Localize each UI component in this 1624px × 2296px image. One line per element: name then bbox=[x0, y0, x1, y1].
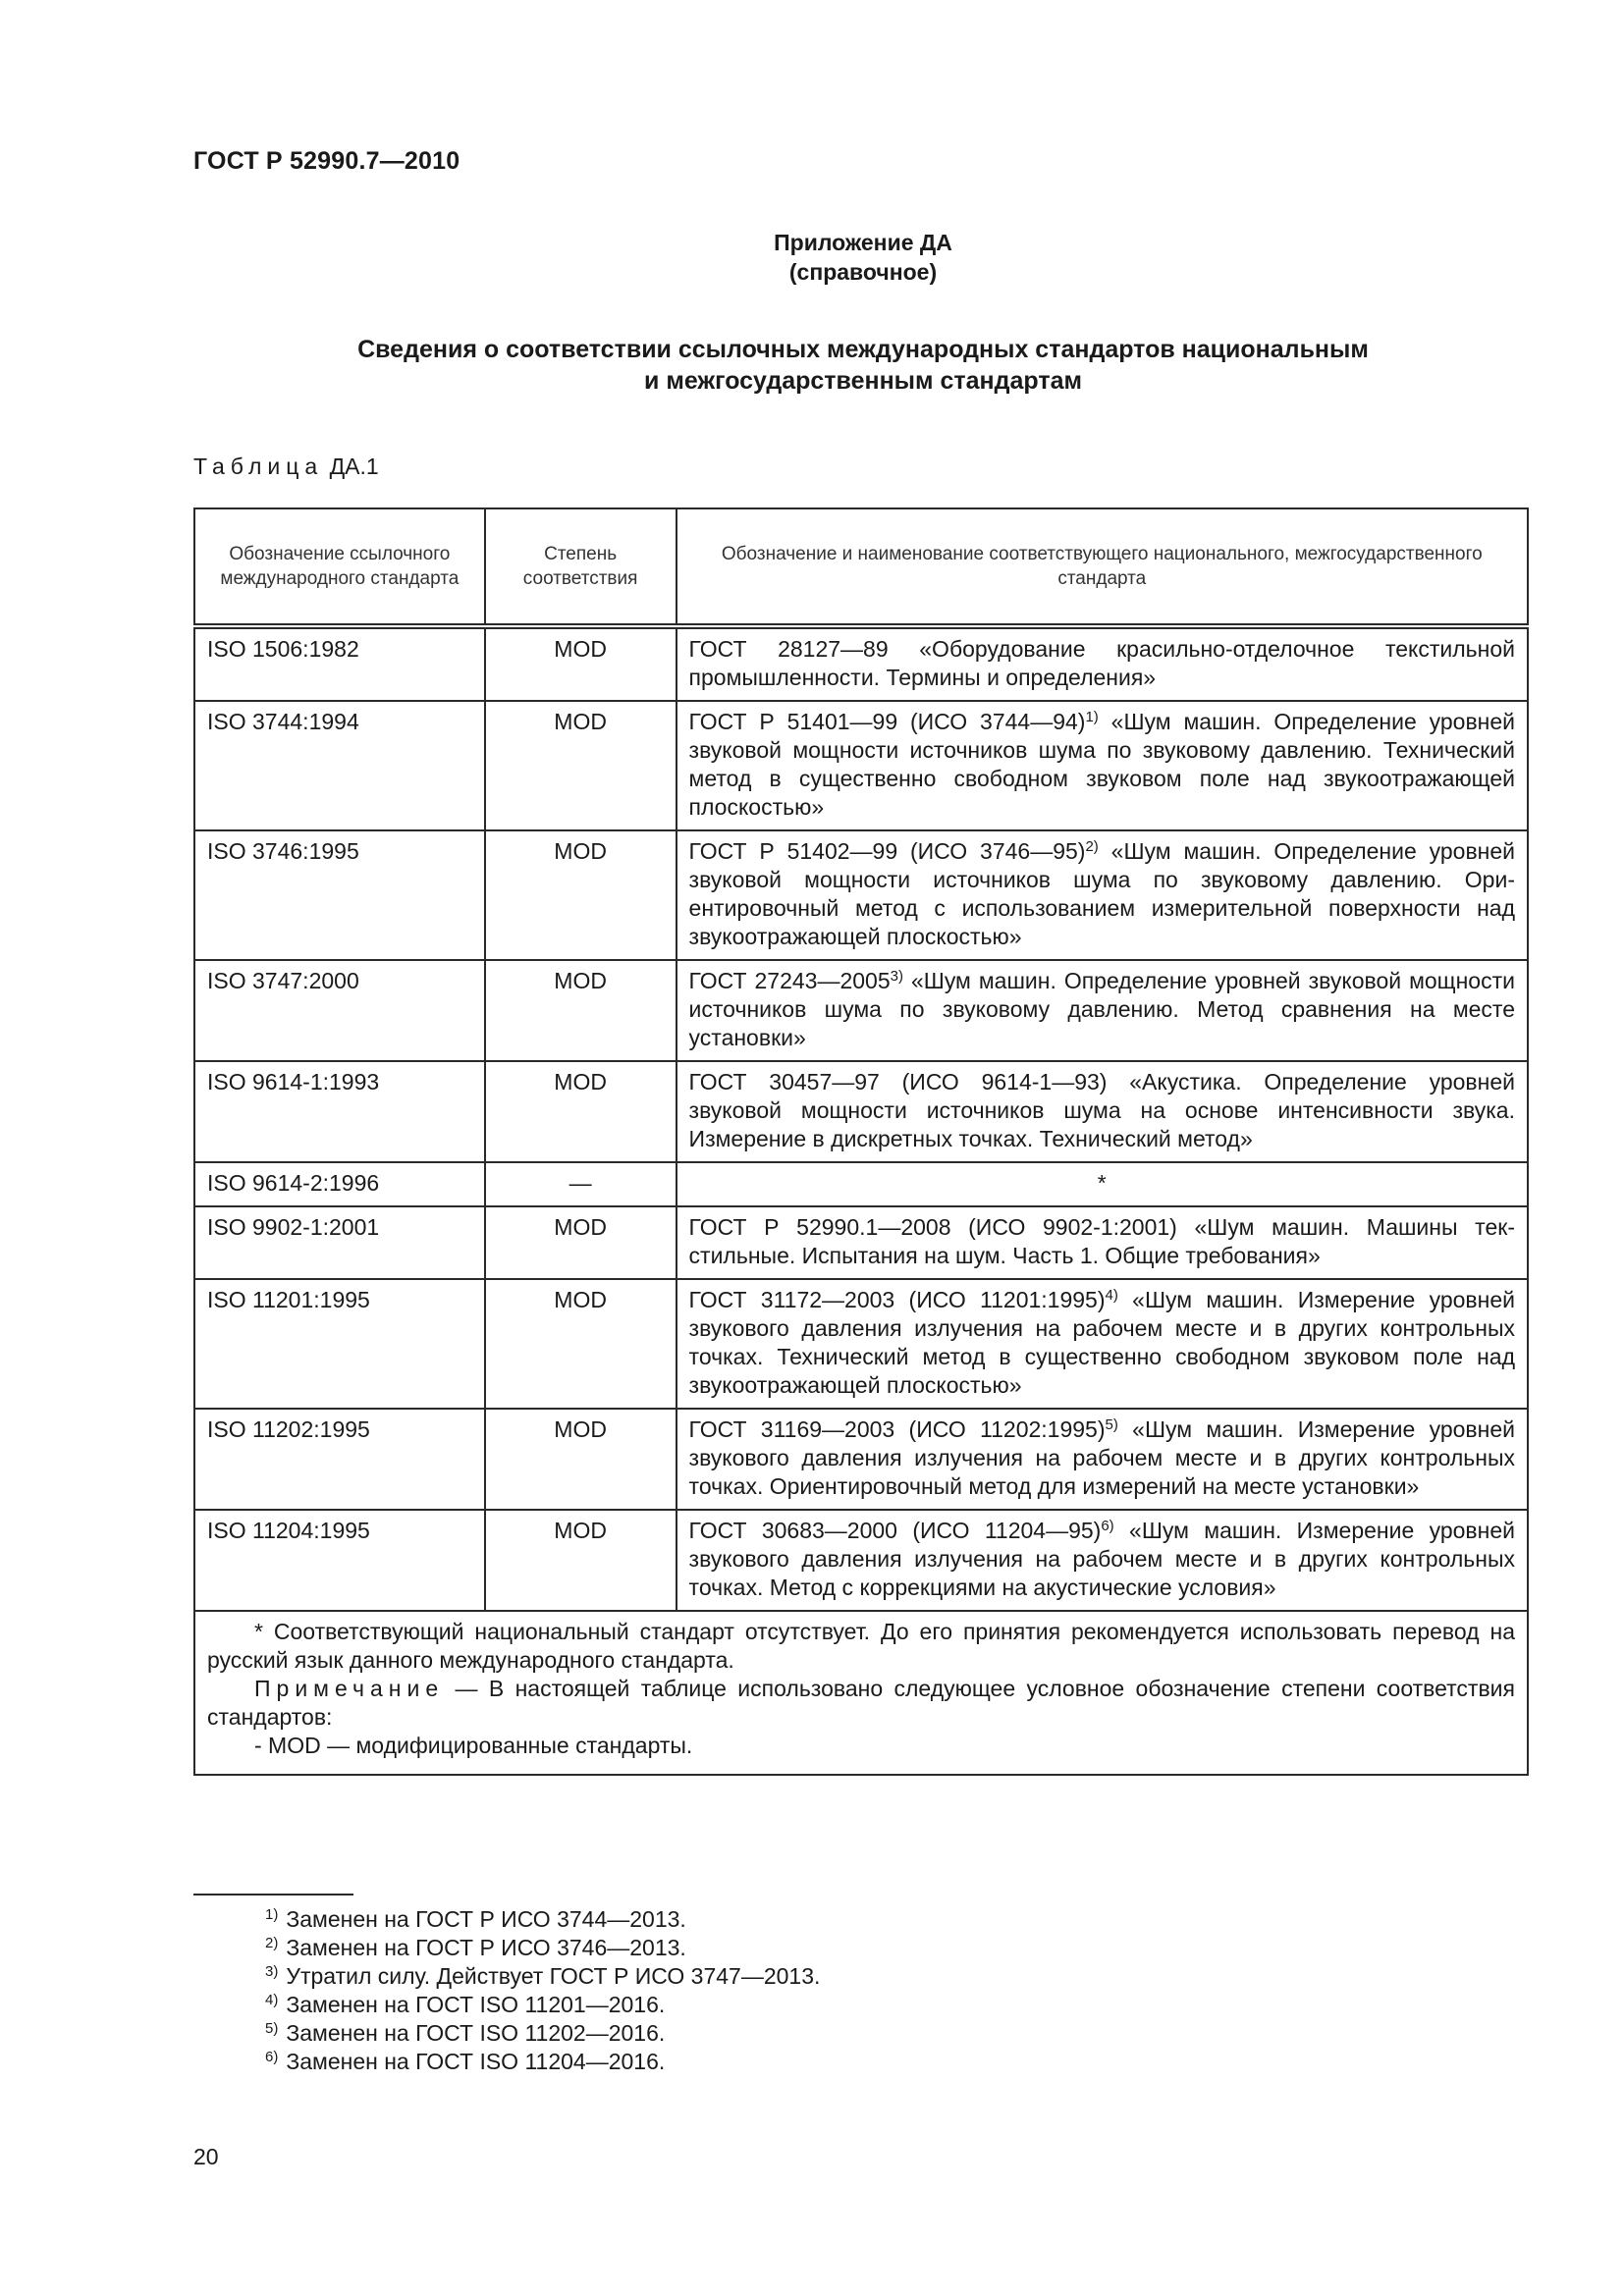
note-paragraph bbox=[207, 1675, 1515, 1732]
note-text: — В настоящей таблице использовано следующее условное обозначение степени соответствия стандартов: bbox=[207, 1676, 1515, 1730]
national-standard-cell bbox=[677, 1162, 1528, 1206]
degree-of-correspondence: MOD bbox=[485, 1061, 677, 1162]
national-standard-cell bbox=[677, 960, 1528, 1061]
section-title-line-2: и межгосударственным стандартам bbox=[644, 367, 1082, 395]
national-standard-code: ГОСТ 30683—2000 (ИСО 11204—95) bbox=[688, 1518, 1102, 1543]
international-standard-code: ISO 11202:1995 bbox=[194, 1409, 485, 1510]
degree-of-correspondence: MOD bbox=[485, 626, 677, 701]
international-standard-code: ISO 1506:1982 bbox=[194, 626, 485, 701]
table-row bbox=[194, 830, 1528, 960]
international-standard-code: ISO 9614-1:1993 bbox=[194, 1061, 485, 1162]
header-degree: Степень соответствия bbox=[485, 508, 677, 626]
footnote-reference: 2) bbox=[1085, 838, 1099, 855]
mod-definition: - MOD — модифицированные стандарты. bbox=[254, 1733, 693, 1758]
international-standard-code: ISO 11201:1995 bbox=[194, 1279, 485, 1409]
national-standard-code: ГОСТ 31172—2003 (ИСО 11201:1995) bbox=[688, 1287, 1106, 1312]
header-national-standard: Обозначение и наименование соответствующего национального, межгосударственного стандарта bbox=[677, 508, 1528, 626]
table-row bbox=[194, 701, 1528, 830]
national-standard-title: «Шум машин. Определение уровней звуковой мощности источников шума по звуковому давлению. Ориентировочный метод с использованием измерительной поверхности над звукоотражающей плоскостью» bbox=[688, 838, 1515, 949]
footnote-item bbox=[265, 1962, 820, 1991]
footnote-reference: 3) bbox=[890, 968, 903, 985]
national-standard-title: «Шум машин. Измерение уровней звукового давления излучения на рабочем месте и в других контрольных точках. Технический метод в существенно свободном звуковом поле над звукоотражающей плоскостью» bbox=[688, 1287, 1515, 1398]
international-standard-code: ISO 3746:1995 bbox=[194, 830, 485, 960]
page-number: 20 bbox=[193, 2144, 219, 2169]
table-row bbox=[194, 1061, 1528, 1162]
degree-of-correspondence: MOD bbox=[485, 1510, 677, 1611]
star-note: * Соответствующий национальный стандарт отсутствует. До его принятия рекомендуется использовать перевод на русский язык данного международного стандарта. bbox=[207, 1619, 1515, 1673]
annex-subtitle: (справочное) bbox=[788, 259, 938, 285]
international-standard-code: ISO 3744:1994 bbox=[194, 701, 485, 830]
footnote-text: Заменен на ГОСТ ISO 11202—2016. bbox=[286, 2020, 666, 2046]
national-standard-cell bbox=[677, 1206, 1528, 1279]
footnote-mark: 4) bbox=[265, 1992, 279, 2008]
national-standard-code: ГОСТ Р 51401—99 (ИСО 3744—94) bbox=[688, 709, 1086, 734]
document-code: ГОСТ Р 52990.7—2010 bbox=[193, 147, 460, 175]
footnote-item bbox=[265, 1991, 820, 2019]
footnote-mark: 2) bbox=[265, 1935, 279, 1951]
degree-of-correspondence: MOD bbox=[485, 1206, 677, 1279]
degree-of-correspondence: — bbox=[485, 1162, 677, 1206]
table-footer-row bbox=[194, 1611, 1528, 1775]
degree-of-correspondence: MOD bbox=[485, 1279, 677, 1409]
table-row bbox=[194, 1162, 1528, 1206]
national-standard-cell bbox=[677, 1409, 1528, 1510]
international-standard-code: ISO 9902-1:2001 bbox=[194, 1206, 485, 1279]
footnote-text: Заменен на ГОСТ ISO 11204—2016. bbox=[286, 2049, 666, 2074]
degree-of-correspondence: MOD bbox=[485, 701, 677, 830]
table-caption bbox=[193, 454, 379, 480]
degree-of-correspondence: MOD bbox=[485, 960, 677, 1061]
annex-heading bbox=[0, 228, 1624, 287]
correspondence-table bbox=[193, 507, 1529, 1776]
national-standard-title: «Шум машин. Измерение уровней звукового давления излучения на рабочем месте и в других контрольных точках. Ориентировочный метод для измерений на месте установки» bbox=[688, 1416, 1515, 1499]
footnote-item bbox=[265, 2019, 820, 2048]
footnote-separator bbox=[193, 1894, 353, 1896]
footnotes bbox=[265, 1905, 820, 2076]
national-standard-title: «Шум машин. Машины текстильные. Испытания на шум. Часть 1. Общие требования» bbox=[688, 1214, 1515, 1268]
national-standard-title: «Шум машин. Определение уровней звуковой мощности источников шума по звуковому давлению. Технический метод в существенно свободном звуковом поле над звукоотражающей плоскостью» bbox=[688, 709, 1515, 820]
international-standard-code: ISO 3747:2000 bbox=[194, 960, 485, 1061]
footnote-mark: 3) bbox=[265, 1963, 279, 1980]
section-title bbox=[0, 334, 1624, 397]
table-row bbox=[194, 960, 1528, 1061]
table-body bbox=[194, 626, 1528, 1611]
degree-of-correspondence: MOD bbox=[485, 830, 677, 960]
footnote-item bbox=[265, 1934, 820, 1962]
footnote-reference: 4) bbox=[1105, 1287, 1118, 1304]
table-row bbox=[194, 1510, 1528, 1611]
national-standard-title: «Оборудование красильно-отделочное текстильной промышленности. Термины и определения» bbox=[688, 636, 1515, 690]
national-standard-title: «Шум машин. Измерение уровней звукового давления излучения на рабочем месте и в других контрольных точках. Метод с коррекциями на акустические условия» bbox=[688, 1518, 1515, 1600]
table-row bbox=[194, 1409, 1528, 1510]
footnote-mark: 5) bbox=[265, 2020, 279, 2037]
table-header-row bbox=[194, 508, 1528, 626]
footnote-reference: 6) bbox=[1101, 1518, 1114, 1534]
footnote-item bbox=[265, 1905, 820, 1934]
international-standard-code: ISO 11204:1995 bbox=[194, 1510, 485, 1611]
national-standard-cell bbox=[677, 1061, 1528, 1162]
national-standard-code: ГОСТ 28127—89 bbox=[688, 636, 889, 662]
footnote-reference: 5) bbox=[1105, 1416, 1118, 1433]
national-standard-code: ГОСТ 27243—2005 bbox=[688, 968, 891, 993]
footnote-mark: 6) bbox=[265, 2049, 279, 2065]
international-standard-code: ISO 9614-2:1996 bbox=[194, 1162, 485, 1206]
footnote-text: Утратил силу. Действует ГОСТ Р ИСО 3747—2013. bbox=[286, 1963, 821, 1989]
annex-title: Приложение ДА bbox=[774, 230, 952, 255]
footnote-text: Заменен на ГОСТ Р ИСО 3746—2013. bbox=[286, 1935, 686, 1960]
national-standard-code: ГОСТ 30457—97 (ИСО 9614-1—93) bbox=[688, 1069, 1108, 1095]
footnote-text: Заменен на ГОСТ Р ИСО 3744—2013. bbox=[286, 1906, 686, 1932]
national-standard-cell bbox=[677, 701, 1528, 830]
footnote-mark: 1) bbox=[265, 1906, 279, 1923]
table-row bbox=[194, 626, 1528, 701]
table-footer-note bbox=[194, 1611, 1528, 1775]
header-international-standard: Обозначение ссылочного международного стандарта bbox=[194, 508, 485, 626]
section-title-line-1: Сведения о соответствии ссылочных международных стандартов национальным bbox=[357, 336, 1369, 363]
national-standard-title: «Шум машин. Определение уровней звуковой мощности источников шума по звуковому давлению. Метод сравнения на месте установки» bbox=[688, 968, 1515, 1050]
note-label: Примечание bbox=[254, 1676, 445, 1701]
table-caption-label: Таблица bbox=[193, 454, 324, 479]
table-row bbox=[194, 1279, 1528, 1409]
national-standard-code: * bbox=[1097, 1170, 1107, 1196]
footnote-reference: 1) bbox=[1085, 709, 1099, 725]
footnote-text: Заменен на ГОСТ ISO 11201—2016. bbox=[286, 1992, 666, 2017]
national-standard-title: «Акустика. Определение уровней звуковой мощности источников шума на основе интенсивности звука. Измерение в дискретных точках. Технический метод» bbox=[688, 1069, 1515, 1151]
degree-of-correspondence: MOD bbox=[485, 1409, 677, 1510]
footnote-item bbox=[265, 2048, 820, 2076]
national-standard-code: ГОСТ Р 51402—99 (ИСО 3746—95) bbox=[688, 838, 1086, 864]
national-standard-cell bbox=[677, 1510, 1528, 1611]
national-standard-cell bbox=[677, 626, 1528, 701]
national-standard-cell bbox=[677, 1279, 1528, 1409]
national-standard-code: ГОСТ 31169—2003 (ИСО 11202:1995) bbox=[688, 1416, 1106, 1442]
national-standard-code: ГОСТ Р 52990.1—2008 (ИСО 9902-1:2001) bbox=[688, 1214, 1177, 1240]
table-row bbox=[194, 1206, 1528, 1279]
table-caption-number: ДА.1 bbox=[329, 454, 379, 479]
national-standard-cell bbox=[677, 830, 1528, 960]
